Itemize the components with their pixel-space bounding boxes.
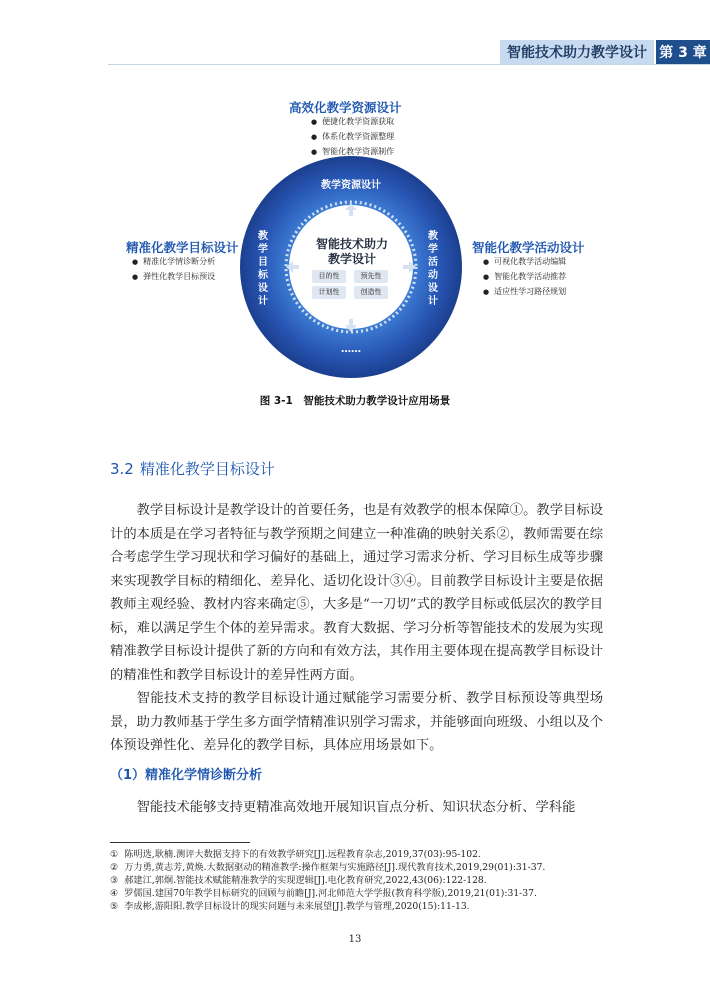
footnote-mark: ③ [110, 875, 119, 886]
top-category-title: 高效化教学资源设计 [289, 100, 402, 115]
footnotes [110, 848, 545, 913]
footnote [110, 848, 545, 861]
list-item: ● 智能化教学资源制作 [311, 144, 394, 159]
scenario-ring-diagram [0, 0, 710, 400]
core-title-line2: 教学设计 [327, 252, 376, 266]
footnote-text: 陈明选,耿楠.测评大数据支持下的有效教学研究[J].远程教育杂志,2019,37(03):95-102. [124, 849, 481, 860]
ring-label-top: 教学资源设计 [321, 180, 381, 191]
core-title-line1: 智能技术助力 [315, 237, 388, 251]
paragraph: 智能技术支持的教学目标设计通过赋能学习需要分析、教学目标预设等典型场景，助力教师基于学生多方面学情精准识别学习需求，并能够面向班级、小组以及个体预设弹性化、差异化的教学目标，具体应用场景如下。 [110, 691, 603, 753]
core-tag: 预先性 [354, 270, 388, 283]
paragraph: 教学目标设计是教学设计的首要任务，也是有效教学的根本保障①。教学目标设计的本质是在学习者特征与教学预期之间建立一种准确的映射关系②，教师需要在综合考虑学生学习现状和学习偏好的基础上，通过学习需求分析、学习目标生成等步骤来实现教学目标的精细化、差异化、适切化设计③④。目前教学目标设计主要是依据教师主观经验、教材内容来确定⑤，大多是“一刀切”式的教学目标或低层次的教学目标，难以满足学生个体的差异需求。教育大数据、学习分析等智能技术的发展为实现精准教学目标设计提供了新的方向和有效方法，其作用主要体现在提高教学目标设计的精准性和教学目标设计的差异性两方面。 [110, 503, 603, 683]
core-tag: 计划性 [312, 286, 346, 299]
list-item: ● 弹性化教学目标预设 [132, 269, 215, 284]
core-title [307, 237, 397, 267]
running-header-title: 智能技术助力教学设计 [500, 40, 654, 64]
section-title: 精准化教学目标设计 [139, 460, 275, 478]
ring-label-right: 教学活动设计 [428, 231, 438, 307]
core-tag: 目的性 [312, 270, 346, 283]
core-circle [289, 205, 413, 329]
footnote [110, 887, 545, 900]
footnote-mark: ① [110, 849, 119, 860]
list-item: ● 可视化教学活动编辑 [483, 254, 566, 269]
figure-caption: 图 3-1 智能技术助力教学设计应用场景 [259, 395, 451, 407]
paragraph: 智能技术能够支持更精准高效地开展知识盲点分析、知识状态分析、学科能 [136, 800, 576, 815]
subsection-heading: （1）精准化学情诊断分析 [110, 768, 263, 783]
footnote [110, 874, 545, 887]
ring-label-left: 教学目标设计 [258, 231, 268, 307]
list-item: ● 便捷化教学资源获取 [311, 114, 394, 129]
footnote-mark: ⑤ [110, 901, 119, 912]
footnote [110, 861, 545, 874]
footnote-text: 李成彬,游阳阳.教学目标设计的现实问题与未来展望[J].教学与管理,2020(15):11-13. [124, 901, 470, 912]
footnote-text: 郝建江,郭炯.智能技术赋能精准教学的实现逻辑[J].电化教育研究,2022,43(06):122-128. [124, 875, 487, 886]
list-item: ● 适应性学习路径规划 [483, 284, 566, 299]
body-text-continued [110, 796, 603, 820]
section-number: 3.2 [110, 460, 134, 478]
footnote-mark: ② [110, 862, 119, 873]
footnote [110, 900, 545, 913]
footnote-text: 罗儒国.建国70年教学目标研究的回顾与前瞻[J].河北师范大学学报(教育科学版),2019,21(01):31-37. [124, 888, 537, 899]
body-text [110, 499, 603, 758]
footnote-rule [110, 842, 250, 843]
section-heading [110, 458, 275, 479]
chapter-label: 第 3 章 [656, 40, 710, 64]
page-number: 13 [348, 934, 362, 945]
footnote-mark: ④ [110, 888, 119, 899]
right-category-title: 智能化教学活动设计 [472, 240, 585, 255]
left-category-title: 精准化教学目标设计 [126, 240, 239, 255]
core-tag: 创造性 [354, 286, 388, 299]
list-item: ● 精准化学情诊断分析 [132, 254, 215, 269]
list-item: ● 智能化教学活动推荐 [483, 269, 566, 284]
footnote-text: 万力勇,黄志芳,黄焕.大数据驱动的精准教学:操作框架与实施路径[J].现代教育技术,2019,29(01):31-37. [124, 862, 546, 873]
ring-label-bottom: …… [341, 344, 361, 355]
list-item: ● 体系化教学资源整理 [311, 129, 394, 144]
